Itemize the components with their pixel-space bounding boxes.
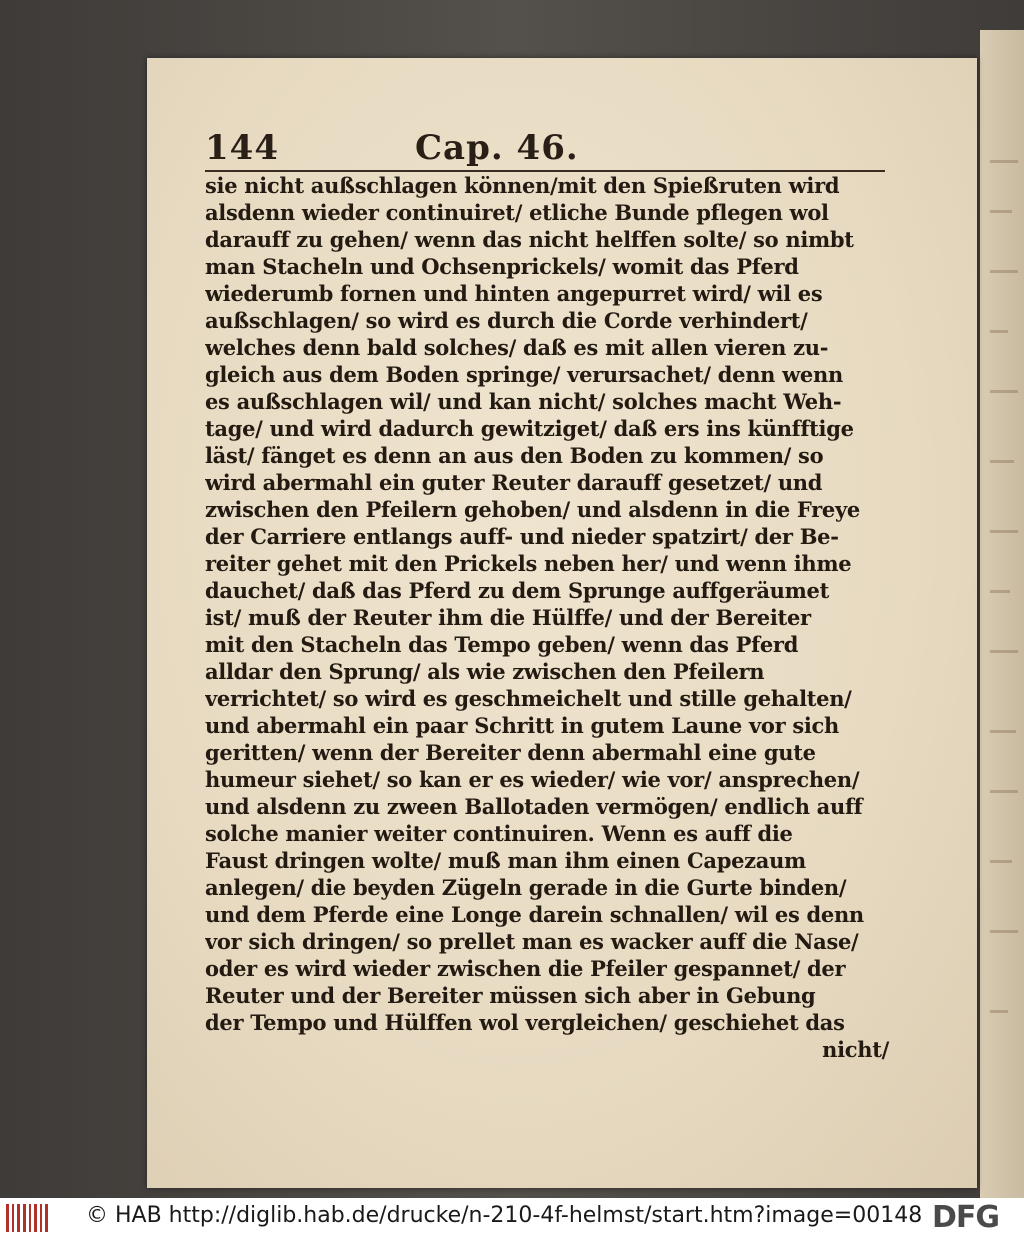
text-line: man Stacheln und Ochsenprickels/ womit das Pferd xyxy=(205,254,799,279)
text-line: solche manier weiter continuiren. Wenn es auff die xyxy=(205,821,793,846)
chapter-heading: Cap. 46. xyxy=(415,128,579,168)
text-line: der Tempo und Hülffen wol vergleichen/ geschiehet das xyxy=(205,1010,845,1035)
text-line: reiter gehet mit den Prickels neben her/ und wenn ihme xyxy=(205,551,852,576)
body-text xyxy=(205,172,895,1063)
page-header xyxy=(205,128,705,172)
adjacent-page-edge xyxy=(980,30,1024,1198)
catchword: nicht/ xyxy=(822,1037,889,1062)
text-line: und alsdenn zu zween Ballotaden vermögen/ endlich auff xyxy=(205,794,863,819)
text-line: anlegen/ die beyden Zügeln gerade in die Gurte binden/ xyxy=(205,875,847,900)
text-line: alsdenn wieder continuiret/ etliche Bunde pflegen wol xyxy=(205,200,829,225)
text-line: läst/ fänget es denn an aus den Boden zu kommen/ so xyxy=(205,443,824,468)
text-line: außschlagen/ so wird es durch die Corde verhindert/ xyxy=(205,308,808,333)
text-line: es außschlagen wil/ und kan nicht/ solches macht Weh- xyxy=(205,389,842,414)
text-line: der Carriere entlangs auff- und nieder spatzirt/ der Be- xyxy=(205,524,839,549)
text-line: sie nicht außschlagen können/mit den Spießruten wird xyxy=(205,173,840,198)
page-number: 144 xyxy=(205,128,279,168)
text-line: und dem Pferde eine Longe darein schnallen/ wil es denn xyxy=(205,902,864,927)
text-line: humeur siehet/ so kan er es wieder/ wie vor/ ansprechen/ xyxy=(205,767,860,792)
hab-barcode-icon xyxy=(6,1204,48,1232)
text-line: dauchet/ daß das Pferd zu dem Sprunge auffgeräumet xyxy=(205,578,829,603)
copyright-link[interactable]: © HAB http://diglib.hab.de/drucke/n-210-4f-helmst/start.htm?image=00148 xyxy=(86,1203,923,1228)
dfg-logo: DFG xyxy=(932,1200,1000,1235)
text-line: wird abermahl ein guter Reuter darauff gesetzet/ und xyxy=(205,470,823,495)
text-line: Faust dringen wolte/ muß man ihm einen Capezaum xyxy=(205,848,806,873)
text-line: und abermahl ein paar Schritt in gutem Laune vor sich xyxy=(205,713,840,738)
text-line: tage/ und wird dadurch gewitziget/ daß ers ins künfftige xyxy=(205,416,854,441)
text-line: verrichtet/ so wird es geschmeichelt und stille gehalten/ xyxy=(205,686,852,711)
viewer-footer xyxy=(0,1198,1024,1237)
text-line: oder es wird wieder zwischen die Pfeiler gespannet/ der xyxy=(205,956,846,981)
text-line: zwischen den Pfeilern gehoben/ und alsdenn in die Freye xyxy=(205,497,860,522)
text-line: ist/ muß der Reuter ihm die Hülffe/ und der Bereiter xyxy=(205,605,811,630)
text-line: gleich aus dem Boden springe/ verursachet/ denn wenn xyxy=(205,362,843,387)
text-line: alldar den Sprung/ als wie zwischen den Pfeilern xyxy=(205,659,765,684)
text-line: mit den Stacheln das Tempo geben/ wenn das Pferd xyxy=(205,632,799,657)
text-line: darauff zu gehen/ wenn das nicht helffen solte/ so nimbt xyxy=(205,227,854,252)
text-line: wiederumb fornen und hinten angepurret wird/ wil es xyxy=(205,281,823,306)
text-line: geritten/ wenn der Bereiter denn abermahl eine gute xyxy=(205,740,816,765)
text-line: Reuter und der Bereiter müssen sich aber in Gebung xyxy=(205,983,816,1008)
text-line: vor sich dringen/ so prellet man es wacker auff die Nase/ xyxy=(205,929,859,954)
text-line: welches denn bald solches/ daß es mit allen vieren zu- xyxy=(205,335,829,360)
